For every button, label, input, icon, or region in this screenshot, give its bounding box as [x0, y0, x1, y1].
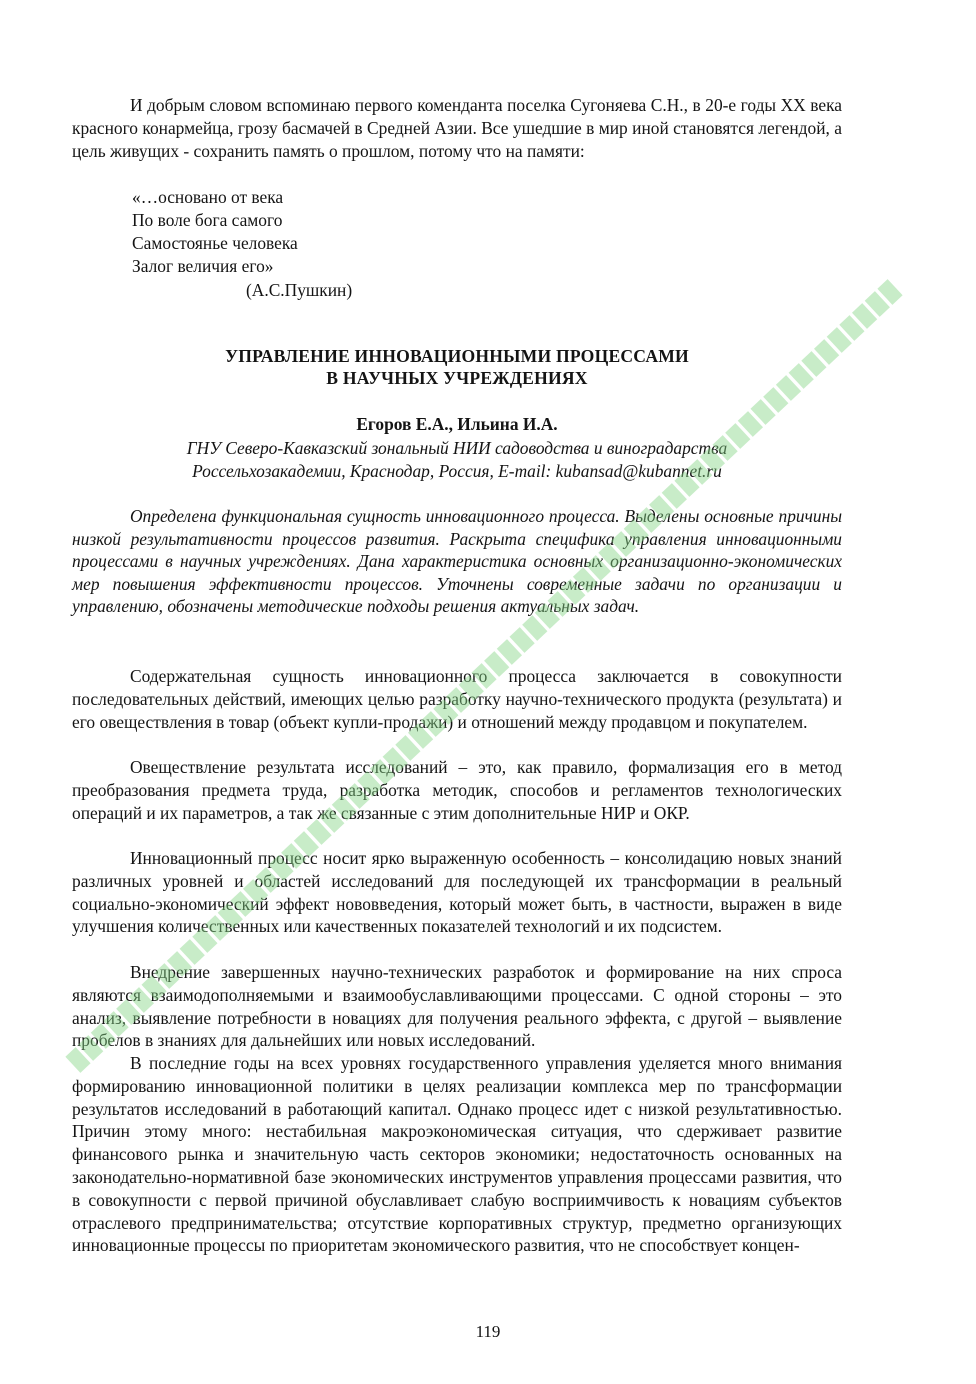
- article-title: [72, 345, 842, 389]
- body-paragraph: Инновационный процесс носит ярко выраженную особенность – консолидацию новых знаний различных уровней и областей исследований для последующей их трансформации в реальный социально-экономический эффект нововведения, который может быть, в частности, выражен в виде улучшения количественных или качественных показателей технологий и их подсистем.: [72, 848, 842, 937]
- watermark-block: [865, 291, 890, 317]
- poem-author: (А.С.Пушкин): [246, 280, 353, 300]
- title-line: УПРАВЛЕНИЕ ИННОВАЦИОННЫМИ ПРОЦЕССАМИ: [225, 346, 689, 366]
- intro-paragraph: И добрым словом вспоминаю первого коменданта поселка Сугоняева С.Н., в 20-е годы XX века красного конармейца, грозу басмачей в Средней Азии. Все ушедшие в мир иной становятся легендой, а цель живущих - сохранить память о прошлом, потому что на памяти:: [72, 95, 842, 161]
- watermark-block: [839, 315, 864, 341]
- body-paragraph: Внедрение завершенных научно-технических разработок и формирование на них спроса являются взаимодополняемыми и взаимообуславливающими процессами. С одной стороны – это анализ, выявление потребности в новациях для получения реального эффекта, с другой – выявление пробелов в знаниях для дальнейших или новых исследований.: [72, 962, 842, 1051]
- poem-line: Самостоянье человека: [132, 233, 298, 253]
- watermark-block: [852, 303, 877, 329]
- body-paragraph: В последние годы на всех уровнях государственного управления уделяется много внимания формированию инновационной политики в целях реализации комплекса мер по трансформации результатов исследований в работающий капитал. Однако процесс идет с низкой результативностью. Причин этому много: нестабильная макроэкономическая ситуация, что сдерживает развитие финансового рынка и значительную часть секторов экономики; недостаточность основанных на законодательно-нормативной базе экономических инструментов управления процессами развития, что в совокупности с первой причиной обуславливает слабую восприимчивость к новациям субъектов отраслевого предпринимательства; отсутствие корпоративных структур, предметно организующих инновационные процессы по приоритетам экономического развития, что не способствует концен-: [72, 1053, 842, 1256]
- page-number: 119: [475, 1322, 501, 1341]
- watermark-block: [763, 387, 788, 413]
- article-abstract: Определена функциональная сущность инновационного процесса. Выделены основные причины низкой результативности процессов развития. Раскрыта специфика управления инновационными процессами в научных учреждениях. Дана характеристика основных организационно-экономических мер повышения эффективности процессов. Уточнены современные задачи по организации и управлению, обозначены методические подходы решения актуальных задач.: [72, 506, 842, 617]
- watermark-block: [509, 627, 534, 653]
- watermark-block: [497, 639, 522, 665]
- body-paragraph: Содержательная сущность инновационного процесса заключается в совокупности последовательных действий, имеющих целью разработку научно-технического продукта (результата) и его овеществления в товар (объект купли-продажи) и отношений между продавцом и покупателем.: [72, 666, 842, 732]
- affiliation-line: Россельхозакадемии, Краснодар, Россия, E-mail: kubansad@kubannet.ru: [192, 460, 722, 481]
- title-line: В НАУЧНЫХ УЧРЕЖДЕНИЯХ: [326, 368, 588, 388]
- article-affiliation: [72, 437, 842, 482]
- poem-line: Залог величия его»: [132, 256, 274, 276]
- poem-line: По воле бога самого: [132, 210, 283, 230]
- article-authors: Егоров Е.А., Ильина И.А.: [356, 414, 558, 434]
- watermark-block: [877, 279, 902, 305]
- poem-line: «…основано от века: [132, 187, 284, 207]
- watermark-block: [522, 615, 547, 641]
- affiliation-line: ГНУ Северо-Кавказский зональный НИИ садоводства и виноградарства: [186, 438, 728, 458]
- body-paragraph: Овеществление результата исследований – это, как правило, формализация его в метод преобразования предмета труда, разработка методик, способов и регламентов технологических операций и их параметров, а так же связанные с этим дополнительные НИР и ОКР.: [72, 757, 842, 823]
- poem-quote: [132, 186, 298, 278]
